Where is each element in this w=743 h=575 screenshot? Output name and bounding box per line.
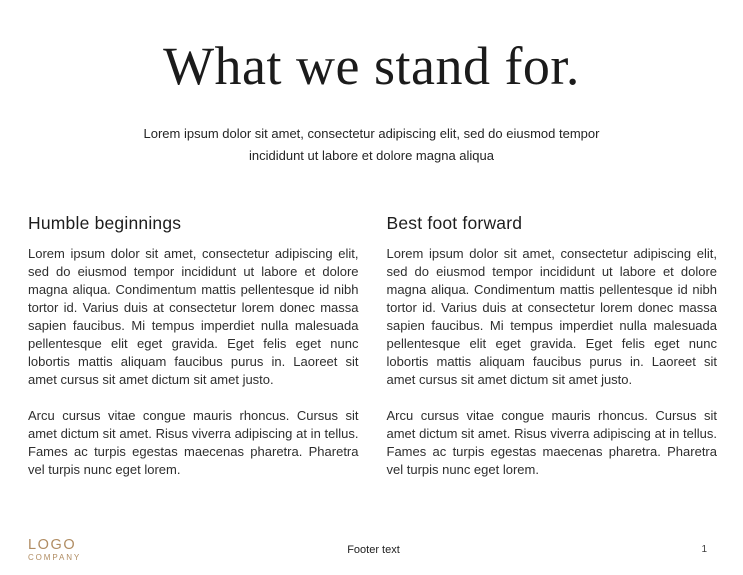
column-heading: Humble beginnings	[28, 212, 182, 233]
column-best-foot-forward	[387, 213, 718, 479]
logo-company-label: COMPANY	[28, 553, 82, 562]
footer-text: Footer text	[347, 544, 400, 556]
column-paragraph: Arcu cursus vitae congue mauris rhoncus. Cursus sit amet dictum sit amet. Risus viverra adipiscing at in tellus. Fames ac turpis egestas maecenas pharetra. Pharetra vel turpis nunc eget lorem.	[386, 407, 717, 477]
column-heading: Best foot forward	[386, 212, 523, 233]
column-paragraph: Lorem ipsum dolor sit amet, consectetur adipiscing elit, sed do eiusmod tempor incididunt ut labore et dolore magna aliqua. Condimentum mattis pellentesque id nibh tortor id. Varius duis at consectetur lorem donec massa sapien faucibus. Mi tempus imperdiet nulla malesuada pellentesque elit eget gravida. Eget felis eget nunc lobortis mattis aliquam faucibus purus in. Laoreet sit amet cursus sit amet dictum sit amet justo.	[28, 245, 359, 387]
two-column-body	[0, 213, 743, 479]
company-logo	[28, 538, 81, 563]
page-subtitle: Lorem ipsum dolor sit amet, consectetur adipiscing elit, sed do eiusmod tempor incididunt ut labore et dolore magna aliqua	[143, 125, 600, 163]
page-title: What we stand for.	[163, 36, 580, 96]
column-paragraph: Lorem ipsum dolor sit amet, consectetur adipiscing elit, sed do eiusmod tempor incididunt ut labore et dolore magna aliqua. Condimentum mattis pellentesque id nibh tortor id. Varius duis at consectetur lorem donec massa sapien faucibus. Mi tempus imperdiet nulla malesuada pellentesque elit eget gravida. Eget felis eget nunc lobortis mattis aliquam faucibus purus in. Laoreet sit amet cursus sit amet dictum sit amet justo.	[386, 245, 717, 387]
column-humble-beginnings	[28, 213, 359, 479]
column-paragraph: Arcu cursus vitae congue mauris rhoncus. Cursus sit amet dictum sit amet. Risus viverra adipiscing at in tellus. Fames ac turpis egestas maecenas pharetra. Pharetra vel turpis nunc eget lorem.	[28, 407, 359, 477]
logo-wordmark: LOGO	[28, 536, 77, 553]
hero-section	[0, 38, 743, 167]
page-number: 1	[701, 544, 707, 555]
footer	[28, 534, 719, 562]
